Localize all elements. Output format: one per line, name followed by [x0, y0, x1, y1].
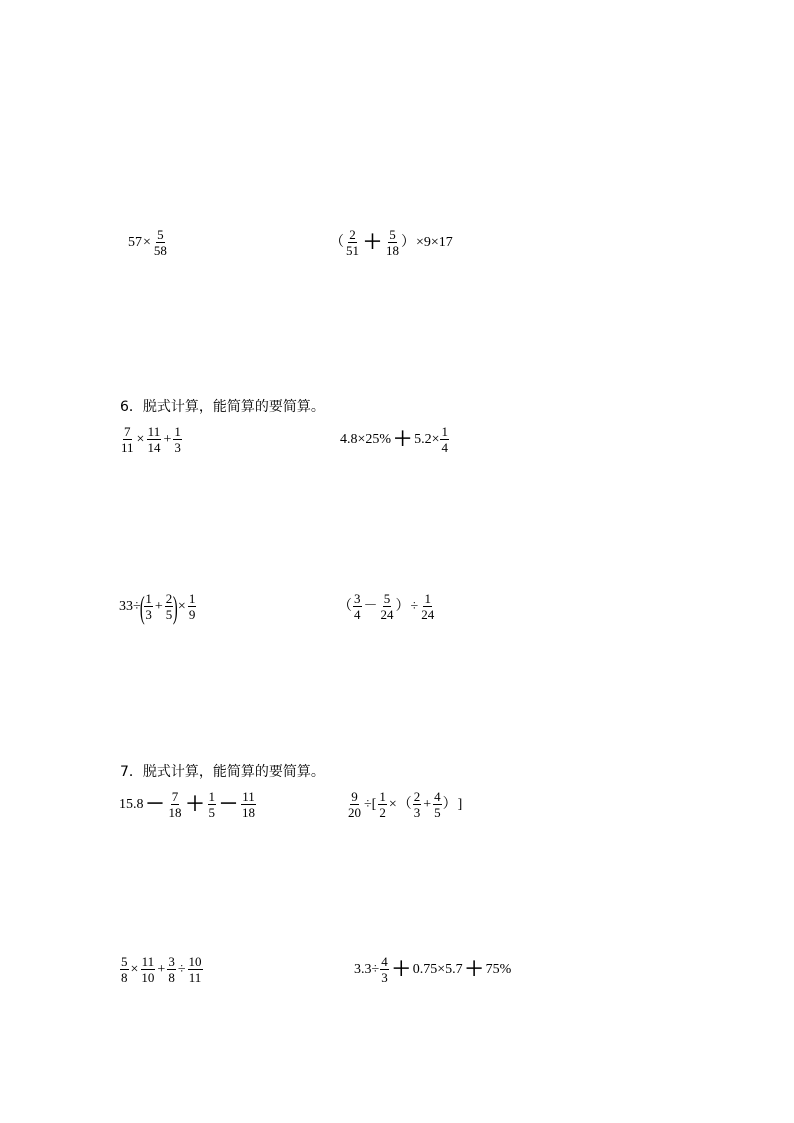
fraction	[378, 789, 387, 820]
times-sign: ×	[136, 431, 145, 447]
fraction	[380, 591, 395, 622]
numerator: 3	[354, 591, 361, 606]
plus-sign: +	[154, 598, 163, 614]
expr-mid: 5.2×	[414, 431, 440, 447]
denominator: 11	[188, 970, 202, 985]
fraction	[168, 789, 183, 820]
numerator: 9	[351, 789, 358, 804]
fraction	[380, 954, 389, 985]
denominator: 8	[121, 970, 128, 985]
fraction	[420, 591, 435, 622]
numerator: 1	[424, 591, 431, 606]
numerator: 7	[124, 424, 131, 439]
fraction	[208, 789, 217, 820]
section-6-heading: 6．脱式计算，能简算的要简算。	[120, 399, 325, 415]
denominator: 20	[348, 805, 361, 820]
denominator: 3	[174, 440, 181, 455]
right-paren: ）	[395, 598, 410, 614]
denominator: 3	[381, 970, 388, 985]
numerator: 11	[147, 424, 161, 439]
right-paren: ）	[401, 234, 416, 250]
plus-sign: ＋	[464, 959, 484, 980]
numerator: 11	[242, 789, 255, 804]
minus-sign: －	[363, 598, 378, 614]
fraction	[146, 424, 161, 455]
expr-7d	[354, 954, 511, 985]
fraction	[188, 591, 197, 622]
divide-sign: ÷	[177, 961, 186, 977]
fraction	[353, 591, 362, 622]
fraction	[345, 227, 360, 258]
numerator: 2	[349, 227, 356, 242]
times-sign: ×	[177, 598, 186, 614]
numerator: 1	[379, 789, 386, 804]
right-paren: ）	[442, 796, 457, 812]
section-7-heading: 7．脱式计算，能简算的要简算。	[120, 764, 325, 780]
left-paren: （	[397, 796, 412, 812]
expr-paren-sum-times-9-17	[330, 227, 454, 258]
denominator: 10	[141, 970, 155, 985]
expr-7c	[119, 954, 204, 985]
numerator: 1	[441, 424, 448, 439]
expr-tail: ×9×17	[416, 234, 453, 250]
minus-sign: －	[219, 794, 239, 815]
left-paren: (	[139, 588, 145, 625]
fraction	[347, 789, 362, 820]
expr-lead: 15.8	[119, 796, 144, 812]
denominator: 9	[188, 607, 196, 622]
numerator: 1	[208, 789, 216, 804]
denominator: 51	[346, 243, 359, 258]
plus-sign: ＋	[391, 959, 411, 980]
fraction	[385, 227, 400, 258]
expr-7b	[346, 789, 463, 820]
denominator: 14	[147, 440, 161, 455]
fraction	[440, 424, 449, 455]
denominator: 18	[168, 805, 182, 820]
denominator: 11	[121, 440, 134, 455]
expr-lead: 33÷	[119, 598, 141, 614]
fraction	[140, 954, 155, 985]
numerator: 5	[157, 227, 164, 242]
denominator: 5	[165, 607, 173, 622]
left-paren: （	[330, 234, 344, 250]
numerator: 1	[188, 591, 196, 606]
denominator: 24	[421, 607, 435, 622]
fraction	[433, 789, 442, 820]
denominator: 4	[354, 607, 361, 622]
denominator: 5	[434, 805, 441, 820]
expr-7a	[119, 789, 257, 820]
expr-6b	[340, 424, 450, 455]
numerator: 7	[171, 789, 179, 804]
expr-6d	[338, 591, 436, 622]
denominator: 8	[168, 970, 175, 985]
numerator: 1	[174, 424, 181, 439]
numerator: 2	[165, 591, 173, 606]
right-paren: )	[173, 588, 178, 625]
numerator: 10	[188, 954, 202, 969]
denominator: 4	[441, 440, 448, 455]
numerator: 4	[381, 954, 388, 969]
times-sign: ×	[130, 961, 139, 977]
plus-sign: +	[157, 961, 166, 977]
expr-57-times-5-58	[128, 227, 169, 258]
denominator: 5	[208, 805, 216, 820]
times-sign: ×	[388, 796, 397, 812]
plus-sign: +	[163, 431, 172, 447]
fraction	[167, 954, 176, 985]
numerator: 4	[434, 789, 441, 804]
expr-lead: 3.3÷	[354, 961, 380, 977]
numerator: 11	[141, 954, 155, 969]
divide-bracket: ÷[	[364, 796, 377, 812]
fraction	[120, 424, 135, 455]
expr-6a	[119, 424, 183, 455]
denominator: 3	[413, 805, 421, 820]
denominator: 58	[153, 243, 167, 258]
plus-sign: ＋	[363, 232, 383, 253]
numerator: 2	[413, 789, 421, 804]
fraction	[173, 424, 182, 455]
numerator: 5	[121, 954, 128, 969]
number: 57	[128, 234, 142, 250]
expr-tail: 75%	[485, 961, 512, 977]
fraction	[144, 591, 153, 622]
numerator: 5	[383, 591, 391, 606]
plus-sign: ＋	[185, 794, 205, 815]
denominator: 3	[145, 607, 152, 622]
minus-sign: －	[145, 794, 165, 815]
denominator: 24	[380, 607, 394, 622]
numerator: 3	[168, 954, 175, 969]
expr-lead: 4.8×25%	[340, 431, 392, 447]
denominator: 18	[242, 805, 256, 820]
fraction	[120, 954, 129, 985]
numerator: 5	[389, 227, 396, 242]
times-sign: ×	[143, 234, 151, 250]
plus-sign: ＋	[393, 429, 413, 450]
expr-6c	[119, 588, 197, 625]
expr-mid: 0.75×5.7	[412, 961, 463, 977]
left-paren: （	[338, 598, 352, 614]
fraction	[241, 789, 256, 820]
divide-sign: ÷	[410, 598, 419, 614]
plus-sign: +	[423, 796, 432, 812]
fraction	[153, 227, 168, 258]
numerator: 1	[145, 591, 152, 606]
denominator: 18	[386, 243, 400, 258]
denominator: 2	[379, 805, 386, 820]
right-bracket: ]	[457, 796, 463, 812]
fraction	[188, 954, 203, 985]
fraction	[413, 789, 422, 820]
